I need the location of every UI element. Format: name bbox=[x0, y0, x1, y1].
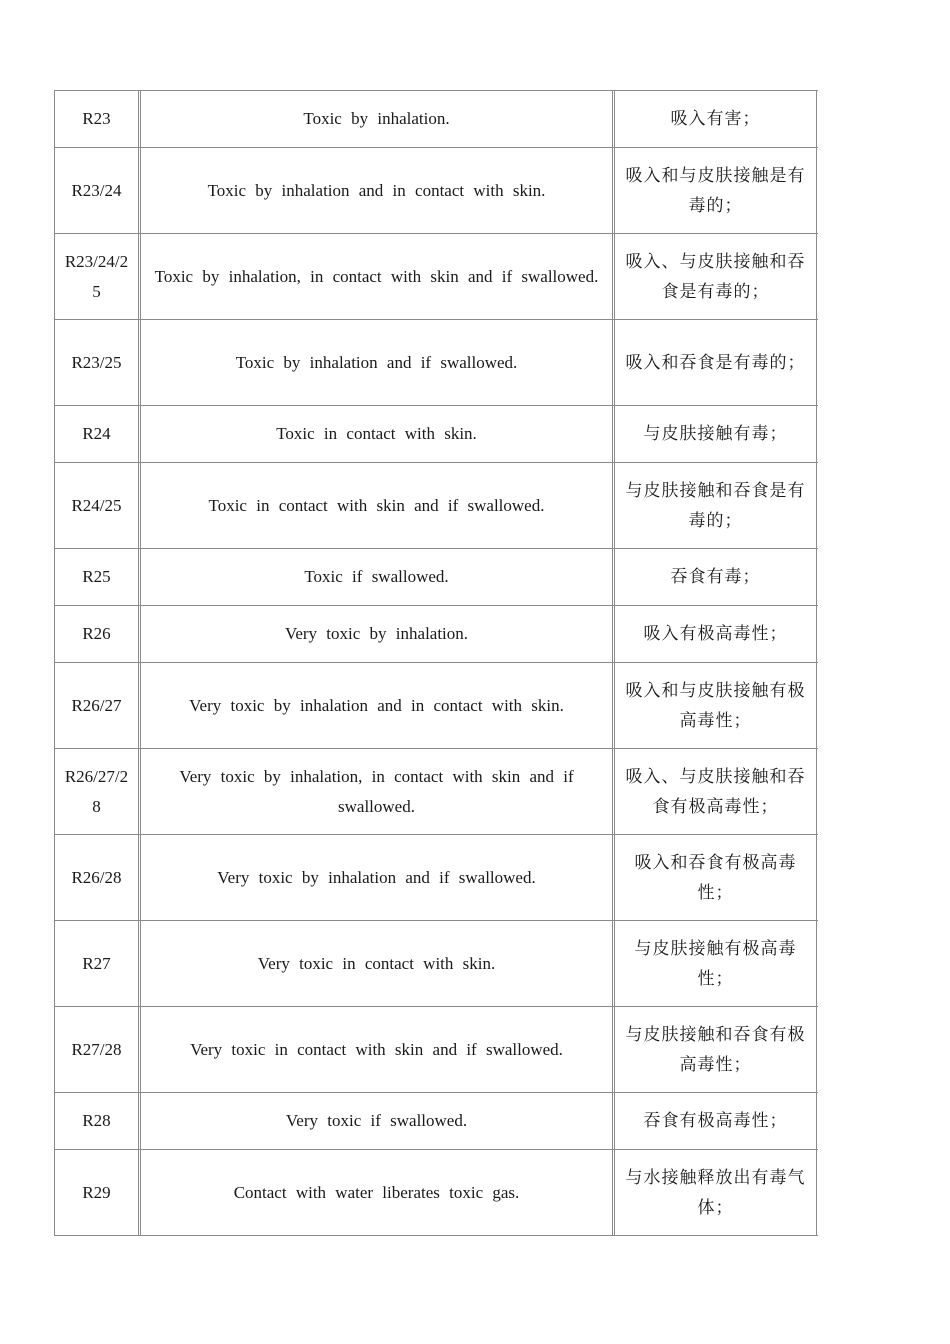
risk-code-cell: R28 bbox=[55, 1093, 141, 1149]
english-description-cell: Toxic by inhalation and if swallowed. bbox=[141, 320, 615, 405]
chinese-description-cell: 吸入和吞食是有毒的； bbox=[615, 320, 817, 405]
chinese-description-cell: 与水接触释放出有毒气体； bbox=[615, 1150, 817, 1235]
chinese-description-cell: 吸入和与皮肤接触有极高毒性； bbox=[615, 663, 817, 748]
risk-code-cell: R26/27/28 bbox=[55, 749, 141, 834]
chinese-description-cell: 与皮肤接触有极高毒性； bbox=[615, 921, 817, 1006]
risk-code-cell: R25 bbox=[55, 549, 141, 605]
table-row bbox=[55, 1150, 818, 1236]
english-description-cell: Toxic if swallowed. bbox=[141, 549, 615, 605]
english-description-cell: Very toxic by inhalation and in contact with skin. bbox=[141, 663, 615, 748]
chinese-description-cell: 吸入、与皮肤接触和吞食有极高毒性； bbox=[615, 749, 817, 834]
english-description-cell: Toxic by inhalation and in contact with skin. bbox=[141, 148, 615, 233]
table-row bbox=[55, 234, 818, 320]
chinese-description-cell: 吸入、与皮肤接触和吞食是有毒的； bbox=[615, 234, 817, 319]
english-description-cell: Very toxic if swallowed. bbox=[141, 1093, 615, 1149]
table-row bbox=[55, 320, 818, 406]
table-row bbox=[55, 463, 818, 549]
table-row bbox=[55, 406, 818, 463]
table-row bbox=[55, 835, 818, 921]
risk-code-cell: R26/27 bbox=[55, 663, 141, 748]
english-description-cell: Toxic by inhalation, in contact with skin and if swallowed. bbox=[141, 234, 615, 319]
risk-code-cell: R23/25 bbox=[55, 320, 141, 405]
table-row bbox=[55, 749, 818, 835]
risk-code-cell: R23/24/25 bbox=[55, 234, 141, 319]
table-row bbox=[55, 663, 818, 749]
risk-code-cell: R23 bbox=[55, 91, 141, 147]
chinese-description-cell: 与皮肤接触和吞食是有毒的； bbox=[615, 463, 817, 548]
risk-code-cell: R27/28 bbox=[55, 1007, 141, 1092]
table-row bbox=[55, 1093, 818, 1150]
english-description-cell: Toxic in contact with skin. bbox=[141, 406, 615, 462]
english-description-cell: Very toxic by inhalation, in contact with skin and if swallowed. bbox=[141, 749, 615, 834]
risk-code-cell: R27 bbox=[55, 921, 141, 1006]
table-row bbox=[55, 148, 818, 234]
table-row bbox=[55, 921, 818, 1007]
risk-code-cell: R23/24 bbox=[55, 148, 141, 233]
table-row bbox=[55, 606, 818, 663]
table-row bbox=[55, 91, 818, 148]
english-description-cell: Toxic in contact with skin and if swallowed. bbox=[141, 463, 615, 548]
risk-code-cell: R24 bbox=[55, 406, 141, 462]
english-description-cell: Very toxic by inhalation. bbox=[141, 606, 615, 662]
risk-code-cell: R29 bbox=[55, 1150, 141, 1235]
english-description-cell: Toxic by inhalation. bbox=[141, 91, 615, 147]
risk-code-cell: R26/28 bbox=[55, 835, 141, 920]
chinese-description-cell: 与皮肤接触和吞食有极高毒性； bbox=[615, 1007, 817, 1092]
risk-code-cell: R26 bbox=[55, 606, 141, 662]
chinese-description-cell: 吸入和吞食有极高毒性； bbox=[615, 835, 817, 920]
english-description-cell: Contact with water liberates toxic gas. bbox=[141, 1150, 615, 1235]
chinese-description-cell: 吸入有极高毒性； bbox=[615, 606, 817, 662]
chinese-description-cell: 与皮肤接触有毒； bbox=[615, 406, 817, 462]
chinese-description-cell: 吸入和与皮肤接触是有毒的； bbox=[615, 148, 817, 233]
risk-code-cell: R24/25 bbox=[55, 463, 141, 548]
english-description-cell: Very toxic by inhalation and if swallowed. bbox=[141, 835, 615, 920]
table-row bbox=[55, 1007, 818, 1093]
chinese-description-cell: 吸入有害； bbox=[615, 91, 817, 147]
english-description-cell: Very toxic in contact with skin and if swallowed. bbox=[141, 1007, 615, 1092]
chinese-description-cell: 吞食有毒； bbox=[615, 549, 817, 605]
risk-phrase-table bbox=[54, 90, 818, 1236]
chinese-description-cell: 吞食有极高毒性； bbox=[615, 1093, 817, 1149]
table-row bbox=[55, 549, 818, 606]
english-description-cell: Very toxic in contact with skin. bbox=[141, 921, 615, 1006]
